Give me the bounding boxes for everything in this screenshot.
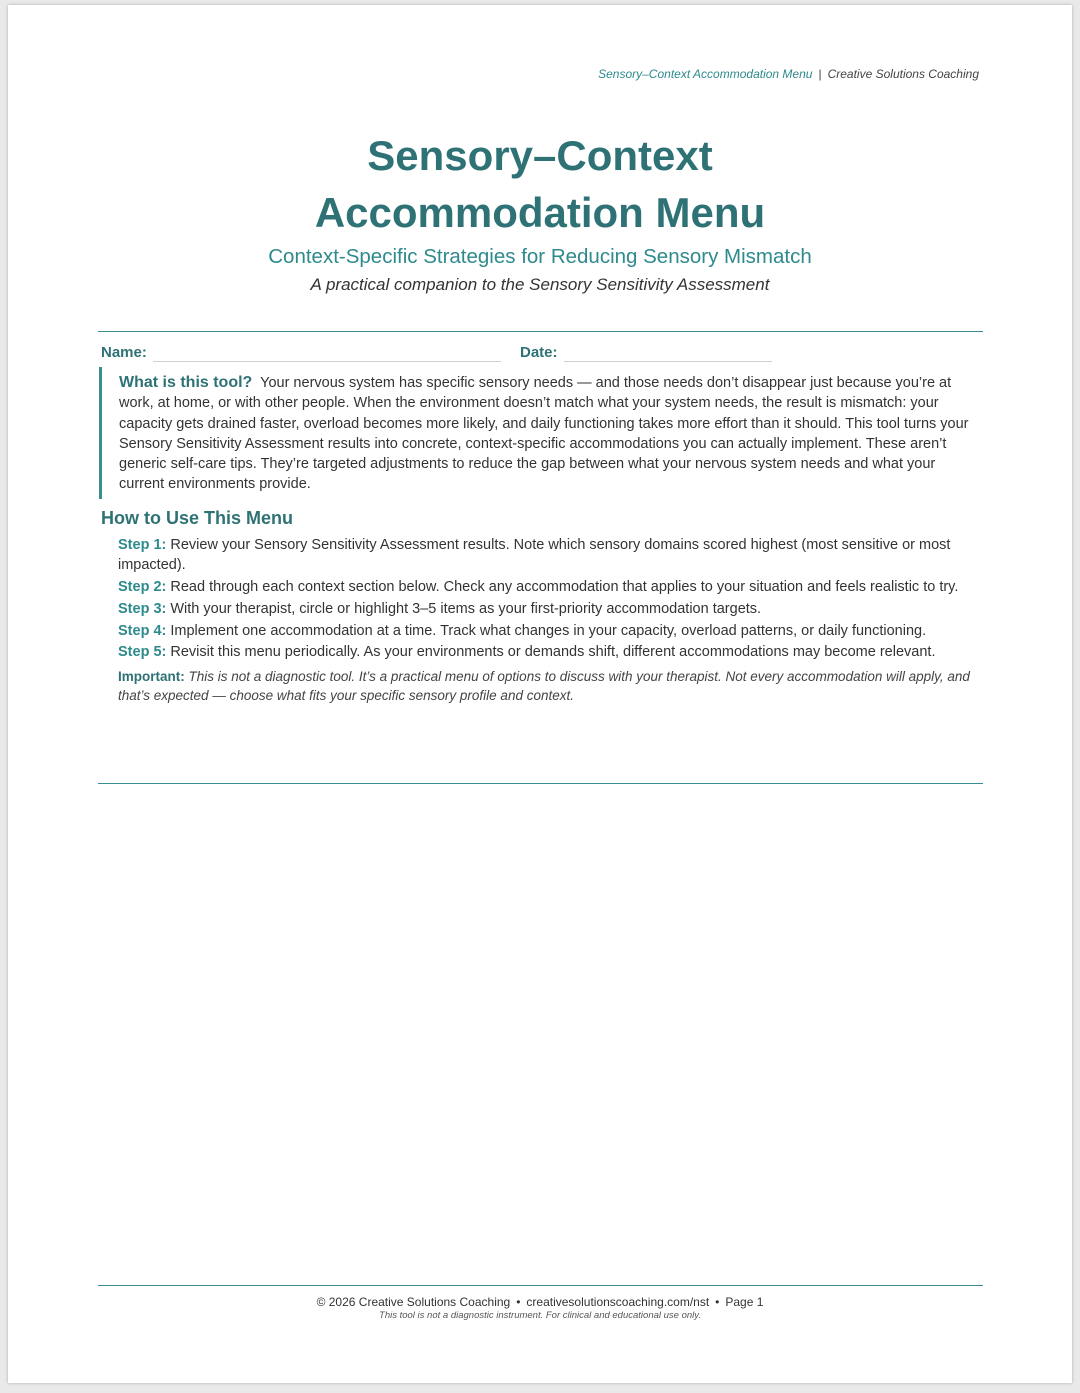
- step-item: [118, 621, 984, 641]
- step-label: Step 1:: [118, 537, 167, 553]
- step-label: Step 4:: [118, 622, 167, 639]
- important-label: Important:: [118, 668, 185, 684]
- intro-lead: What is this tool?: [119, 374, 253, 391]
- step-text: With your therapist, circle or highlight 3–5 items as your first-priority accommodation targets.: [170, 600, 762, 617]
- step-label: Step 2:: [118, 579, 167, 596]
- top-divider: [98, 331, 983, 332]
- intro-body: Your nervous system has specific sensory needs — and those needs don’t disappear just because you’re at work, at home, or with other people. When the environment doesn’t match what your system needs, the result is mismatch: your capacity gets drained faster, overload becomes more likely, and daily functioning takes more effort than it should. This tool turns your Sensory Sensitivity Assessment results into concrete, context-specific accommodations you can actually implement. These aren’t generic self-care tips. They’re targeted adjustments to reduce the gap between what your nervous system needs and what your current environments provide.: [119, 375, 969, 493]
- page-subtitle: Context-Specific Strategies for Reducing Sensory Mismatch: [268, 245, 812, 268]
- header-document-name: Sensory–Context Accommodation Menu: [598, 67, 813, 81]
- name-field[interactable]: [153, 361, 501, 362]
- footer-copyright: © 2026 Creative Solutions Coaching: [316, 1295, 511, 1309]
- important-note: [118, 667, 984, 705]
- title-line-2: Accommodation Menu: [314, 189, 766, 236]
- intro-callout: [99, 367, 979, 499]
- how-to-heading: How to Use This Menu: [101, 508, 294, 528]
- step-item: [118, 599, 984, 619]
- footer-page-number: Page 1: [725, 1295, 764, 1309]
- document-page: [8, 5, 1072, 1383]
- page-title: [8, 127, 1072, 241]
- step-item: [118, 642, 984, 662]
- form-fields: [101, 344, 981, 366]
- date-label: Date:: [520, 344, 558, 361]
- title-line-1: Sensory–Context: [367, 132, 713, 179]
- how-to-steps: [118, 535, 984, 705]
- important-text: This is not a diagnostic tool. It’s a practical menu of options to discuss with your therapist. Not every accommodation will apply, and that’s expected — choose what fits your specific sensory profile and context.: [118, 668, 970, 703]
- step-label: Step 5:: [118, 644, 167, 661]
- running-header: [598, 67, 979, 81]
- step-label: Step 3:: [118, 600, 167, 617]
- footer-bullet: •: [516, 1295, 521, 1309]
- footer-url[interactable]: creativesolutionscoaching.com/nst: [526, 1295, 710, 1309]
- footer-bullet: •: [715, 1295, 720, 1309]
- step-item: [118, 577, 984, 597]
- header-separator: |: [818, 67, 822, 81]
- section-divider: [98, 783, 983, 784]
- footer: [8, 1295, 1072, 1309]
- footer-divider: [98, 1285, 983, 1286]
- step-text: Read through each context section below. Check any accommodation that applies to your situation and feels realistic to try.: [170, 579, 959, 596]
- step-text: Revisit this menu periodically. As your environments or demands shift, different accommodations may become relevant.: [170, 644, 936, 661]
- name-label: Name:: [101, 344, 147, 361]
- footer-disclaimer: This tool is not a diagnostic instrument. For clinical and educational use only.: [379, 1310, 701, 1321]
- step-item: [118, 535, 984, 576]
- header-organization: Creative Solutions Coaching: [827, 67, 979, 81]
- step-text: Review your Sensory Sensitivity Assessment results. Note which sensory domains scored highest (most sensitive or most impacted).: [118, 537, 951, 574]
- step-text: Implement one accommodation at a time. Track what changes in your capacity, overload patterns, or daily functioning.: [170, 622, 927, 639]
- page-tagline: A practical companion to the Sensory Sensitivity Assessment: [310, 275, 770, 294]
- date-field[interactable]: [564, 361, 772, 362]
